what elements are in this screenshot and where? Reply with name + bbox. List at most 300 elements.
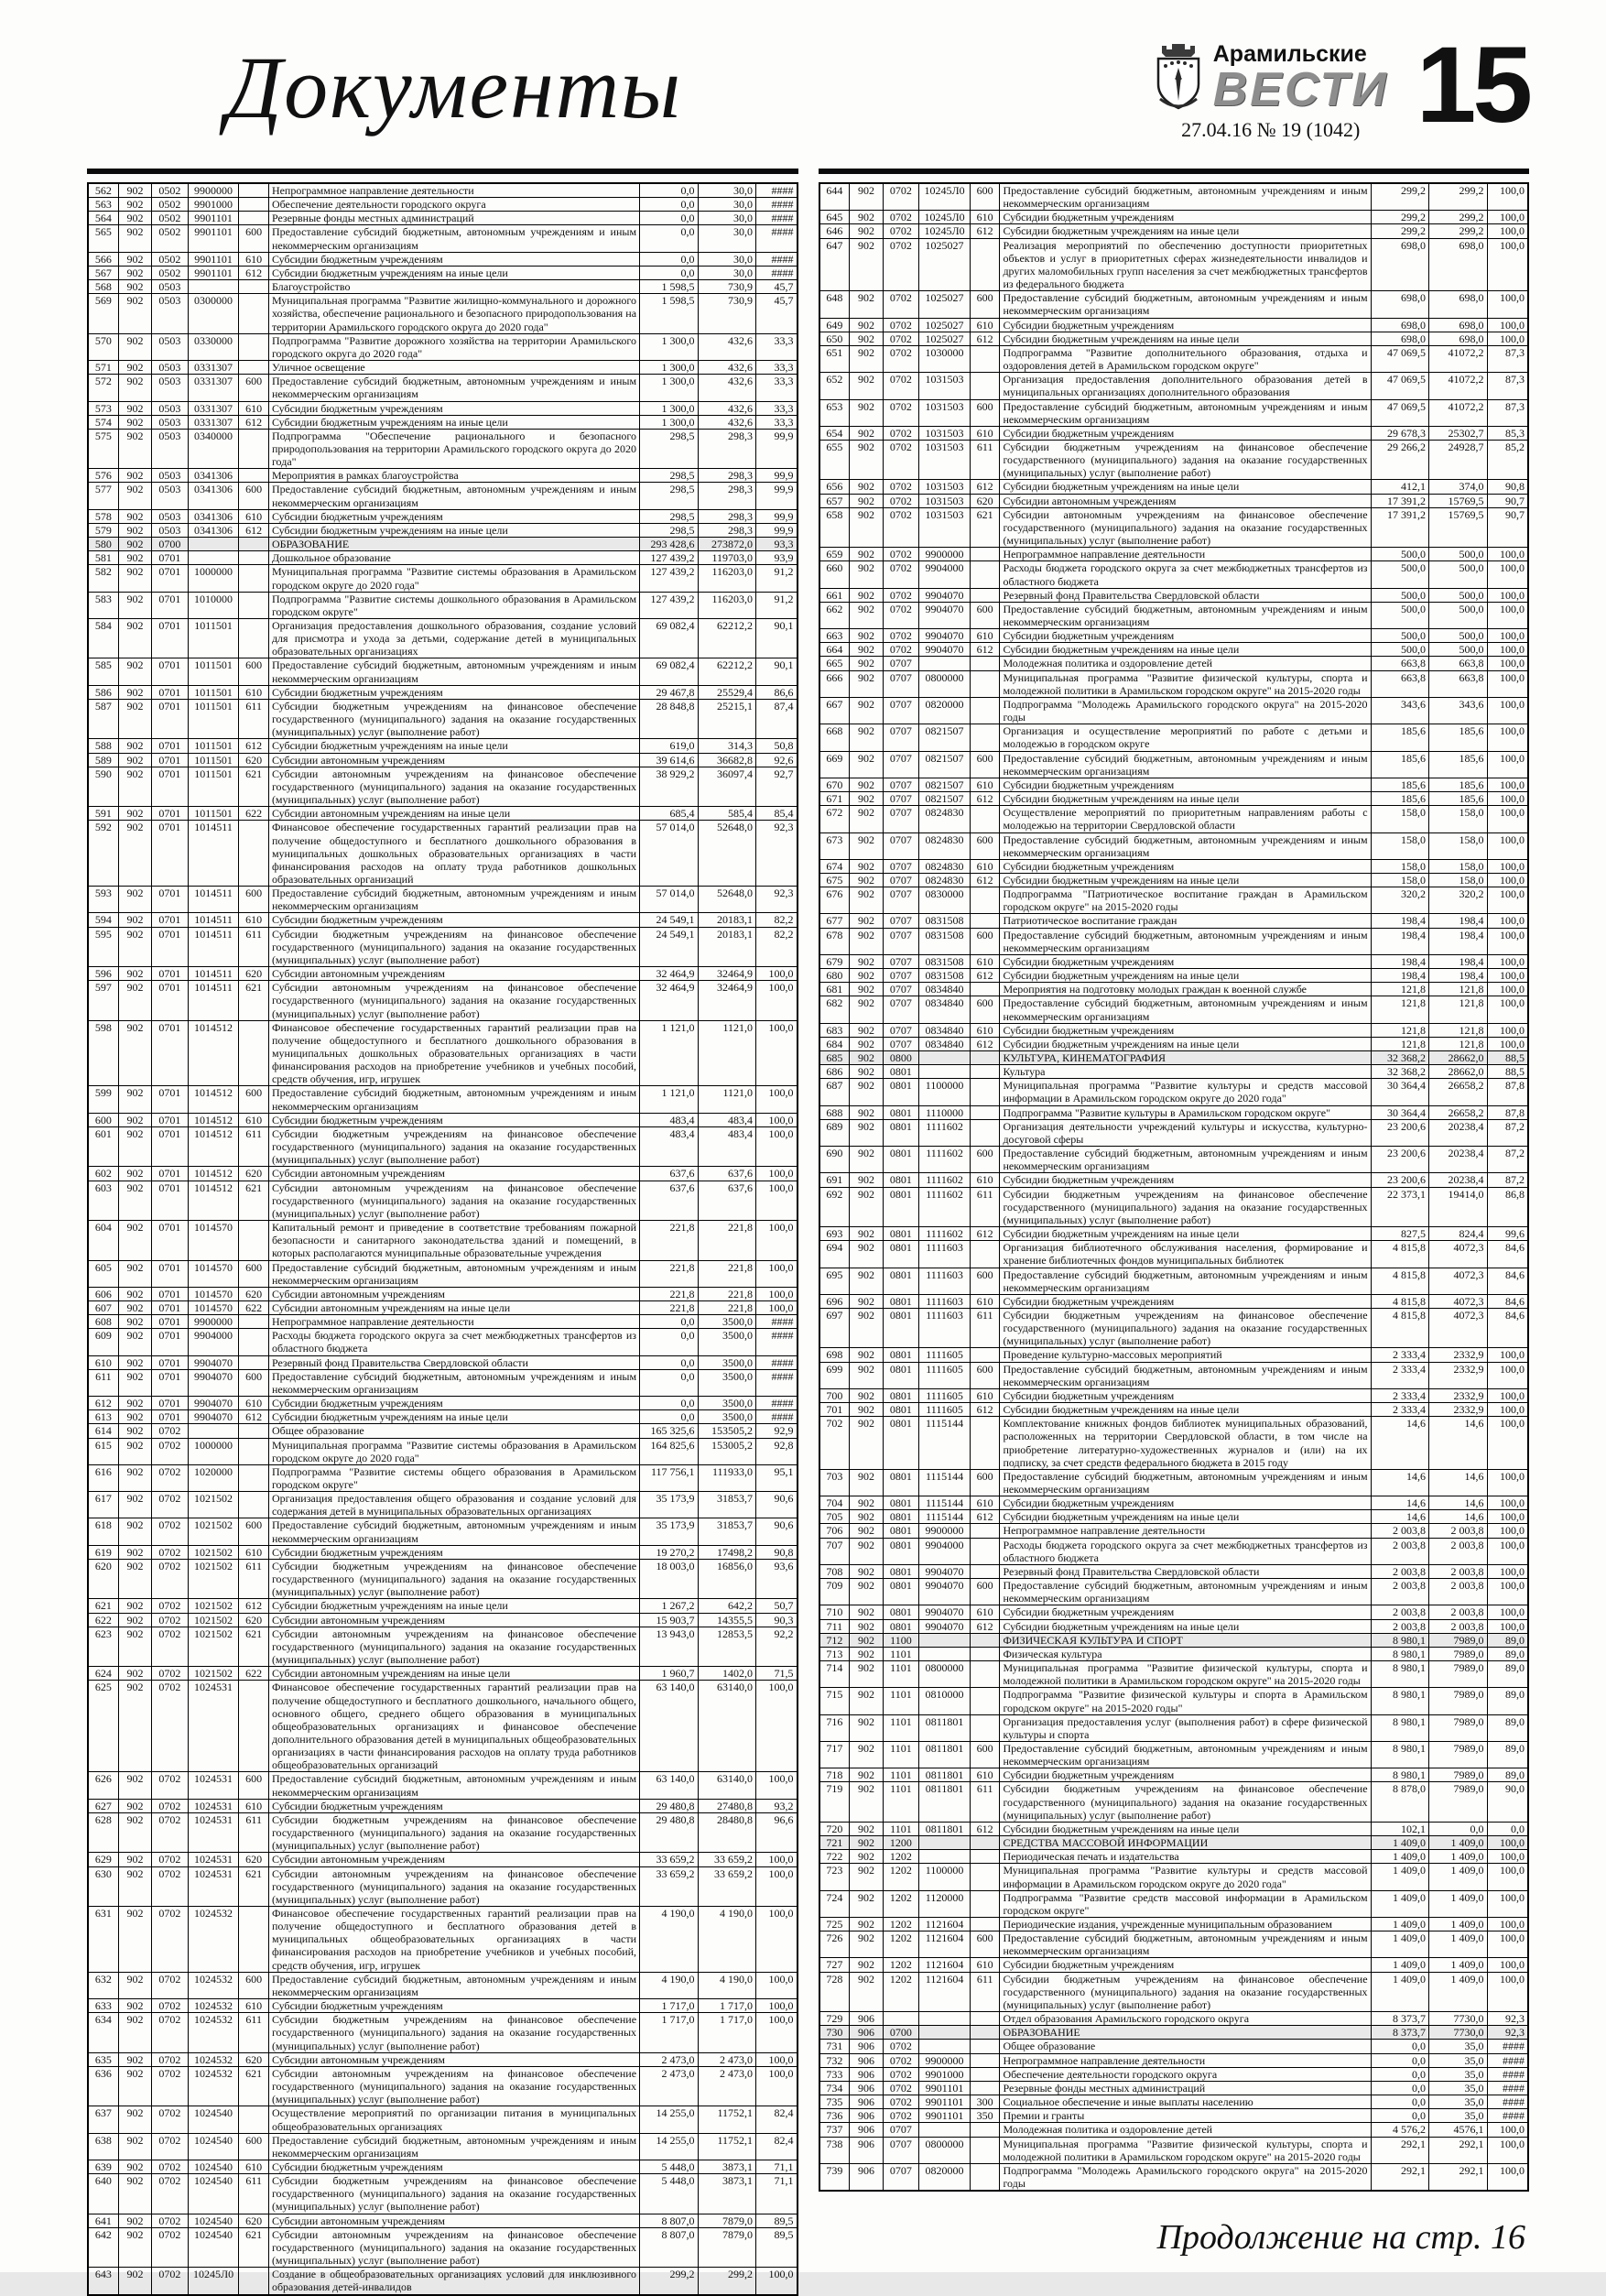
col-executed: 299,2 [1429, 211, 1488, 224]
col-target-article: 0830000 [919, 887, 971, 914]
col-executed: 14,6 [1429, 1417, 1488, 1470]
col-target-article: 1021502 [188, 1492, 239, 1518]
col-approved: 47 069,5 [1371, 345, 1429, 372]
col-expense-type [970, 657, 1000, 670]
col-grbs-code: 902 [850, 480, 883, 494]
col-expense-type: 300 [970, 2095, 1000, 2109]
col-approved: 33 659,2 [640, 1853, 699, 1866]
col-name: Предоставление субсидий бюджетным, автономным учреждениям и иным некоммерческим организациям [1000, 1469, 1371, 1496]
col-grbs-code: 902 [850, 859, 883, 873]
col-executed: 730,9 [698, 280, 756, 294]
col-grbs-code: 902 [850, 1119, 883, 1146]
col-target-article: 1111603 [919, 1308, 971, 1347]
col-name: Субсидии бюджетным учреждениям на финансовое обеспечение государственного (муниципального) задания на оказание государственных (муниципальных) услуг (выполнение работ) [1000, 1972, 1371, 2011]
col-name: Субсидии автономным учреждениям на финансовое обеспечение государственного (муниципального) задания на оказание государственных (муниципальных) услуг (выполнение работ) [268, 1181, 639, 1220]
col-expense-type [970, 238, 1000, 291]
col-line-num: 738 [819, 2137, 850, 2163]
col-target-article: 1111602 [919, 1173, 971, 1187]
col-percent: 100,0 [1487, 670, 1528, 697]
col-expense-type: 611 [239, 2174, 269, 2214]
table-row [88, 685, 798, 699]
col-target-article: 0831508 [919, 914, 971, 928]
col-name: Субсидии бюджетным учреждениям на иные цели [1000, 969, 1371, 983]
col-executed: 2 473,0 [698, 2052, 756, 2066]
col-target-article: 0330000 [188, 333, 239, 360]
col-executed: 198,4 [1429, 954, 1488, 968]
col-approved: 298,5 [640, 469, 699, 483]
col-name: Предоставление субсидий бюджетным, автономным учреждениям и иным некоммерческим организациям [1000, 996, 1371, 1023]
col-executed: 298,3 [698, 469, 756, 483]
header-rule-right [819, 169, 1530, 174]
col-percent: 99,9 [756, 523, 798, 537]
col-section-code: 0702 [152, 1772, 188, 1799]
col-executed: 35,0 [1429, 2109, 1488, 2123]
col-name: Создание в общеобразовательных организациях условий для инклюзивного образования детей-инвалидов [268, 2268, 639, 2295]
col-target-article: 1000000 [188, 565, 239, 592]
table-row [819, 1972, 1529, 2011]
col-approved: 17 391,2 [1371, 494, 1429, 507]
col-name: Подпрограмма "Развитие системы дошкольного образования в Арамильском городском округе" [268, 592, 639, 618]
col-name: Расходы бюджета городского округа за счет межбюджетных трансфертов из областного бюджета [1000, 561, 1371, 588]
col-target-article: 1024532 [188, 2013, 239, 2052]
col-line-num: 596 [88, 967, 118, 981]
col-expense-type: 621 [239, 2227, 269, 2267]
col-percent: 85,2 [1487, 440, 1528, 479]
col-target-article: 1111605 [919, 1388, 971, 1402]
col-approved: 158,0 [1371, 859, 1429, 873]
col-percent: 93,9 [756, 551, 798, 565]
col-grbs-code: 902 [118, 1221, 151, 1260]
table-row [819, 1931, 1529, 1958]
col-percent: 91,2 [756, 592, 798, 618]
col-section-code: 0707 [883, 670, 918, 697]
col-executed: 7730,0 [1429, 2012, 1488, 2026]
col-percent: 93,3 [756, 538, 798, 551]
col-executed: 1 717,0 [698, 1999, 756, 2013]
col-grbs-code: 902 [118, 1181, 151, 1220]
table-row [88, 212, 798, 225]
col-name: Расходы бюджета городского округа за счет межбюджетных трансфертов из областного бюджета [1000, 1538, 1371, 1564]
col-expense-type: 612 [970, 480, 1000, 494]
col-grbs-code: 902 [850, 494, 883, 507]
col-approved: 0,0 [640, 1410, 699, 1424]
col-executed: 4072,3 [1429, 1308, 1488, 1347]
col-name: Субсидии бюджетным учреждениям [1000, 1388, 1371, 1402]
col-name: Субсидии бюджетным учреждениям [1000, 954, 1371, 968]
col-expense-type: 600 [239, 1518, 269, 1545]
col-target-article: 9901000 [919, 2067, 971, 2081]
col-expense-type: 610 [970, 954, 1000, 968]
col-percent: 99,9 [756, 483, 798, 509]
col-expense-type: 612 [239, 523, 269, 537]
col-expense-type: 612 [970, 969, 1000, 983]
col-percent: 90,8 [1487, 480, 1528, 494]
col-expense-type: 621 [239, 1627, 269, 1666]
col-approved: 500,0 [1371, 629, 1429, 643]
col-approved: 2 003,8 [1371, 1605, 1429, 1619]
col-grbs-code: 902 [850, 1510, 883, 1524]
col-section-code: 0707 [883, 724, 918, 751]
col-section-code: 0503 [152, 509, 188, 523]
col-grbs-code: 902 [850, 806, 883, 832]
table-row [819, 859, 1529, 873]
col-executed: 25529,4 [698, 685, 756, 699]
col-expense-type: 600 [970, 928, 1000, 954]
col-approved: 14,6 [1371, 1469, 1429, 1496]
col-approved: 1 300,0 [640, 333, 699, 360]
col-expense-type [970, 806, 1000, 832]
col-grbs-code: 902 [118, 361, 151, 375]
col-grbs-code: 902 [850, 373, 883, 399]
col-executed: 116203,0 [698, 565, 756, 592]
col-section-code: 0801 [883, 1605, 918, 1619]
col-section-code: 0707 [883, 2123, 918, 2137]
col-approved: 29 266,2 [1371, 440, 1429, 479]
col-grbs-code: 902 [850, 1972, 883, 2011]
col-target-article: 1025027 [919, 318, 971, 332]
col-line-num: 597 [88, 981, 118, 1020]
col-executed: 2 003,8 [1429, 1564, 1488, 1578]
col-percent: #### [1487, 2109, 1528, 2123]
col-grbs-code: 902 [118, 538, 151, 551]
col-percent: 100,0 [1487, 1564, 1528, 1578]
col-section-code: 0702 [152, 1853, 188, 1866]
col-line-num: 723 [819, 1864, 850, 1890]
col-target-article: 0820000 [919, 697, 971, 724]
table-row [819, 954, 1529, 968]
col-section-code: 0702 [152, 2133, 188, 2160]
col-line-num: 688 [819, 1105, 850, 1119]
col-percent: 100,0 [1487, 1579, 1528, 1605]
table-row [819, 2012, 1529, 2026]
col-expense-type [970, 1647, 1000, 1660]
col-section-code: 0701 [152, 753, 188, 767]
col-approved: 8 373,7 [1371, 2012, 1429, 2026]
header-rule-left [87, 169, 798, 174]
col-grbs-code: 902 [850, 291, 883, 318]
col-name: Муниципальная программа "Развитие системы образования в Арамильском городском округе до 2020 года" [268, 1438, 639, 1464]
col-name: Благоустройство [268, 280, 639, 294]
col-expense-type [239, 1681, 269, 1772]
col-executed: 121,8 [1429, 996, 1488, 1023]
col-grbs-code: 902 [850, 1918, 883, 1931]
col-section-code: 0702 [883, 494, 918, 507]
col-expense-type [970, 887, 1000, 914]
col-percent: 92,9 [756, 1424, 798, 1438]
col-expense-type: 612 [239, 266, 269, 279]
col-executed: 2 003,8 [1429, 1605, 1488, 1619]
table-row [819, 602, 1529, 628]
col-executed: 4576,1 [1429, 2123, 1488, 2137]
table-row [819, 1538, 1529, 1564]
col-grbs-code: 902 [118, 294, 151, 333]
col-target-article: 1121604 [919, 1918, 971, 1931]
col-grbs-code: 902 [118, 1559, 151, 1598]
col-name: Периодические издания, учрежденные муниципальным образованием [1000, 1918, 1371, 1931]
table-row [819, 751, 1529, 778]
col-expense-type: 612 [970, 1403, 1000, 1417]
col-line-num: 575 [88, 429, 118, 468]
col-name: Субсидии бюджетным учреждениям на финансовое обеспечение государственного (муниципального) задания на оказание государственных (муниципальных) услуг (выполнение работ) [1000, 1187, 1371, 1226]
col-executed: 62212,2 [698, 619, 756, 658]
col-section-code: 0702 [883, 224, 918, 238]
col-section-code: 0701 [152, 887, 188, 913]
col-grbs-code: 902 [118, 1907, 151, 1973]
col-section-code: 0702 [883, 2081, 918, 2095]
col-name: Субсидии автономным учреждениям [268, 2214, 639, 2227]
col-approved: 0,0 [640, 266, 699, 279]
col-section-code: 0701 [152, 551, 188, 565]
col-executed: 500,0 [1429, 629, 1488, 643]
col-expense-type: 610 [970, 1958, 1000, 1972]
col-target-article [919, 2012, 971, 2026]
table-row [88, 280, 798, 294]
col-target-article: 1021502 [188, 1613, 239, 1627]
col-expense-type: 620 [239, 967, 269, 981]
col-percent: 90,6 [756, 1492, 798, 1518]
table-row [819, 657, 1529, 670]
col-grbs-code: 902 [118, 198, 151, 212]
col-section-code: 0801 [883, 1496, 918, 1510]
col-executed: 298,3 [698, 523, 756, 537]
col-grbs-code: 906 [850, 2012, 883, 2026]
table-row [819, 1688, 1529, 1714]
col-executed: 20238,4 [1429, 1147, 1488, 1173]
col-target-article: 9900000 [188, 1315, 239, 1329]
table-row [88, 592, 798, 618]
col-percent: #### [756, 266, 798, 279]
col-target-article: 9901000 [188, 198, 239, 212]
col-expense-type [970, 1836, 1000, 1850]
col-line-num: 562 [88, 183, 118, 198]
col-target-article: 0834840 [919, 996, 971, 1023]
col-percent: #### [756, 212, 798, 225]
col-target-article: 1014570 [188, 1260, 239, 1287]
col-percent: #### [756, 1315, 798, 1329]
col-section-code: 0801 [883, 1308, 918, 1347]
col-target-article: 10245Л0 [188, 2268, 239, 2295]
table-row [819, 1836, 1529, 1850]
col-expense-type: 611 [239, 699, 269, 738]
col-target-article [919, 1065, 971, 1079]
table-row [88, 1599, 798, 1613]
col-percent: 100,0 [1487, 1388, 1528, 1402]
col-grbs-code: 902 [118, 1086, 151, 1113]
col-section-code: 0801 [883, 1268, 918, 1294]
col-approved: 2 003,8 [1371, 1538, 1429, 1564]
col-approved: 8 980,1 [1371, 1741, 1429, 1768]
col-line-num: 644 [819, 183, 850, 211]
col-name: Предоставление субсидий бюджетным, автономным учреждениям и иным некоммерческим организациям [268, 483, 639, 509]
col-grbs-code: 902 [118, 1424, 151, 1438]
col-name: Субсидии бюджетным учреждениям на иные цели [268, 415, 639, 429]
col-executed: 33 659,2 [698, 1853, 756, 1866]
col-approved: 637,6 [640, 1181, 699, 1220]
col-line-num: 717 [819, 1741, 850, 1768]
col-name: Подпрограмма "Развитие физической культуры и спорта в Арамильском городском округе" на 2015-2020 годы" [1000, 1688, 1371, 1714]
col-expense-type [970, 1633, 1000, 1647]
col-section-code: 0701 [152, 699, 188, 738]
col-grbs-code: 902 [118, 2133, 151, 2160]
col-section-code: 0702 [152, 1907, 188, 1973]
col-name: Субсидии автономным учреждениям [268, 967, 639, 981]
col-executed: 20238,4 [1429, 1119, 1488, 1146]
col-line-num: 672 [819, 806, 850, 832]
col-line-num: 686 [819, 1065, 850, 1079]
col-expense-type: 610 [239, 509, 269, 523]
col-grbs-code: 902 [850, 1037, 883, 1050]
col-name: Предоставление субсидий бюджетным, автономным учреждениям и иным некоммерческим организациям [1000, 1147, 1371, 1173]
table-row [819, 399, 1529, 426]
col-target-article: 1111603 [919, 1294, 971, 1308]
col-line-num: 698 [819, 1348, 850, 1362]
col-name: Предоставление субсидий бюджетным, автономным учреждениям и иным некоммерческим организациям [1000, 1741, 1371, 1768]
col-approved: 299,2 [1371, 211, 1429, 224]
col-target-article: 1014511 [188, 981, 239, 1020]
col-section-code: 0503 [152, 294, 188, 333]
col-grbs-code: 902 [850, 914, 883, 928]
col-name: Премии и гранты [1000, 2109, 1371, 2123]
col-expense-type: 620 [239, 1853, 269, 1866]
col-section-code: 1202 [883, 1931, 918, 1958]
col-target-article: 1100000 [919, 1079, 971, 1105]
col-line-num: 666 [819, 670, 850, 697]
col-grbs-code: 902 [118, 807, 151, 821]
col-grbs-code: 902 [850, 1605, 883, 1619]
col-section-code: 0701 [152, 1300, 188, 1314]
col-percent: 100,0 [1487, 561, 1528, 588]
col-percent: 100,0 [1487, 318, 1528, 332]
col-name: Резервный фонд Правительства Свердловской области [1000, 588, 1371, 602]
col-executed: 314,3 [698, 739, 756, 753]
col-grbs-code: 902 [118, 252, 151, 266]
col-approved: 1 300,0 [640, 401, 699, 415]
col-section-code: 0707 [883, 792, 918, 806]
table-row [819, 1023, 1529, 1037]
col-approved: 2 003,8 [1371, 1579, 1429, 1605]
table-row [88, 1287, 798, 1300]
col-grbs-code: 902 [118, 619, 151, 658]
col-line-num: 623 [88, 1627, 118, 1666]
col-executed: 432,6 [698, 361, 756, 375]
col-percent: 100,0 [1487, 643, 1528, 657]
col-section-code: 0702 [883, 561, 918, 588]
col-name: Субсидии бюджетным учреждениям [268, 1113, 639, 1126]
col-section-code: 0701 [152, 1287, 188, 1300]
col-executed: 32464,9 [698, 981, 756, 1020]
col-expense-type [970, 724, 1000, 751]
col-percent: 100,0 [1487, 1972, 1528, 2011]
col-section-code: 0702 [883, 183, 918, 211]
col-section-code: 0702 [883, 588, 918, 602]
col-approved: 1 409,0 [1371, 1864, 1429, 1890]
col-section-code: 0801 [883, 1538, 918, 1564]
col-section-code: 1202 [883, 1918, 918, 1931]
col-executed: 52648,0 [698, 887, 756, 913]
col-grbs-code: 902 [850, 996, 883, 1023]
col-line-num: 730 [819, 2026, 850, 2040]
col-name: Субсидии бюджетным учреждениям [268, 401, 639, 415]
col-approved: 2 333,4 [1371, 1362, 1429, 1388]
col-target-article: 9900000 [188, 183, 239, 198]
col-name: Резервный фонд Правительства Свердловской области [1000, 1564, 1371, 1578]
col-section-code: 0701 [152, 1355, 188, 1369]
col-approved: 32 464,9 [640, 981, 699, 1020]
col-section-code: 0503 [152, 429, 188, 468]
col-expense-type: 621 [239, 1181, 269, 1220]
table-row [819, 1187, 1529, 1226]
col-target-article: 1024540 [188, 2106, 239, 2133]
col-executed: 0,0 [1429, 1822, 1488, 1835]
col-executed: 27480,8 [698, 1799, 756, 1812]
col-expense-type: 610 [970, 1605, 1000, 1619]
col-percent: 92,3 [1487, 2012, 1528, 2026]
col-target-article: 1021502 [188, 1599, 239, 1613]
col-approved: 412,1 [1371, 480, 1429, 494]
col-approved: 198,4 [1371, 969, 1429, 983]
col-approved: 14 255,0 [640, 2133, 699, 2160]
col-name: Непрограммное направление деятельности [268, 183, 639, 198]
col-executed: 500,0 [1429, 588, 1488, 602]
col-section-code: 0707 [883, 887, 918, 914]
col-grbs-code: 902 [118, 1681, 151, 1772]
col-target-article: 1031503 [919, 373, 971, 399]
col-name: Предоставление субсидий бюджетным, автономным учреждениям и иным некоммерческим организациям [268, 1260, 639, 1287]
col-target-article: 0821507 [919, 724, 971, 751]
col-grbs-code: 902 [118, 1410, 151, 1424]
col-name: Субсидии бюджетным учреждениям [1000, 1496, 1371, 1510]
table-row [88, 538, 798, 551]
col-line-num: 614 [88, 1424, 118, 1438]
col-executed: 30,0 [698, 266, 756, 279]
col-grbs-code: 902 [850, 629, 883, 643]
col-executed: 35,0 [1429, 2095, 1488, 2109]
col-line-num: 602 [88, 1167, 118, 1181]
table-row [88, 1907, 798, 1973]
col-name: Общее образование [1000, 2040, 1371, 2053]
table-row [88, 198, 798, 212]
col-executed: 198,4 [1429, 928, 1488, 954]
table-row [819, 183, 1529, 211]
table-row [88, 1799, 798, 1812]
col-approved: 32 368,2 [1371, 1065, 1429, 1079]
col-percent: 100,0 [756, 1972, 798, 1998]
col-percent: 82,4 [756, 2106, 798, 2133]
col-percent: 100,0 [1487, 1348, 1528, 1362]
table-row [88, 821, 798, 887]
col-expense-type: 610 [970, 1768, 1000, 1782]
col-approved: 4 815,8 [1371, 1308, 1429, 1347]
col-line-num: 651 [819, 345, 850, 372]
table-row [819, 318, 1529, 332]
col-percent: 100,0 [1487, 1417, 1528, 1470]
col-percent: #### [756, 1369, 798, 1396]
col-expense-type: 612 [970, 1822, 1000, 1835]
col-expense-type [239, 2106, 269, 2133]
col-target-article: 1111603 [919, 1241, 971, 1268]
col-approved: 299,2 [1371, 183, 1429, 211]
col-executed: 1 409,0 [1429, 1958, 1488, 1972]
col-section-code: 0801 [883, 1187, 918, 1226]
table-row [88, 2013, 798, 2052]
col-executed: 4072,3 [1429, 1294, 1488, 1308]
col-line-num: 739 [819, 2163, 850, 2191]
col-percent: 100,0 [756, 1020, 798, 1086]
col-name: Субсидии бюджетным учреждениям на финансовое обеспечение государственного (муниципального) задания на оказание государственных (муниципальных) услуг (выполнение работ) [268, 2174, 639, 2214]
col-percent: 100,0 [756, 2013, 798, 2052]
col-expense-type: 610 [239, 913, 269, 927]
col-line-num: 622 [88, 1613, 118, 1627]
